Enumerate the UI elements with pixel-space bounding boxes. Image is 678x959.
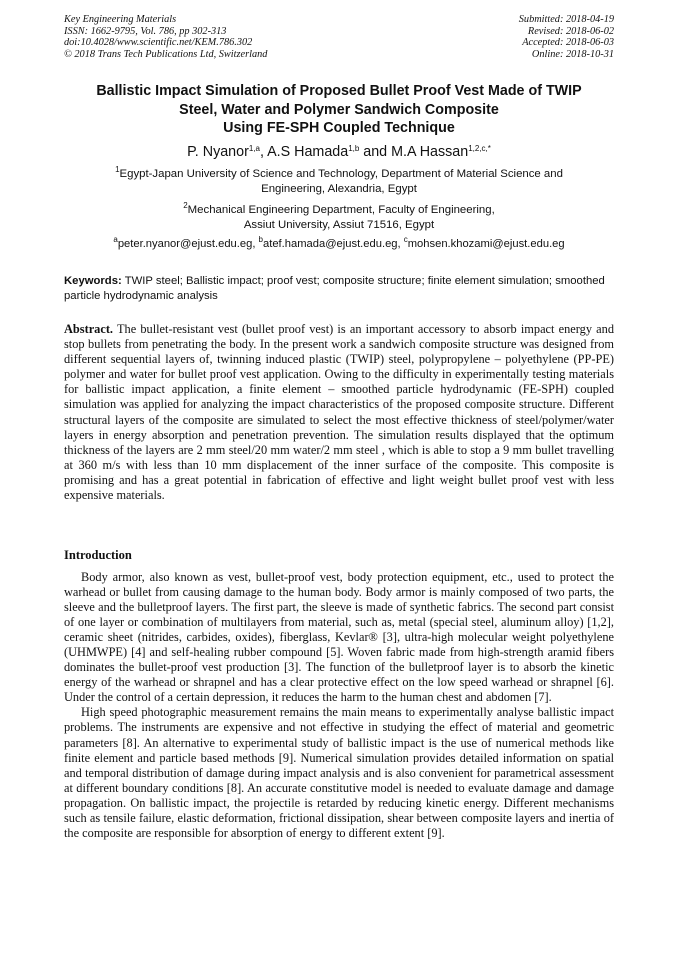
journal-info xyxy=(64,14,267,61)
email-mark: a xyxy=(113,235,118,244)
affiliation-mark: 2 xyxy=(183,201,188,210)
introduction-heading: Introduction xyxy=(64,548,132,562)
keywords-section xyxy=(64,274,614,304)
author-name: A.S Hamada xyxy=(267,144,349,160)
journal-copyright: © 2018 Trans Tech Publications Ltd, Switzerland xyxy=(64,49,268,61)
author-affiliation-mark: 1,a xyxy=(248,144,260,153)
email-link[interactable]: mohsen.khozami@ejust.edu.eg xyxy=(407,238,565,250)
title-line: Ballistic Impact Simulation of Proposed Bullet Proof Vest Made of TWIP xyxy=(96,83,582,99)
accepted-date: Accepted: 2018-06-03 xyxy=(522,37,614,49)
affiliation-text: Egypt-Japan University of Science and Technology, Department of Material Science and xyxy=(119,168,563,180)
email-link[interactable]: peter.nyanor@ejust.edu.eg, xyxy=(117,238,259,250)
author-affiliation-mark: 1,b xyxy=(348,144,360,153)
affiliation-text: Assiut University, Assiut 71516, Egypt xyxy=(243,219,435,232)
keywords-text: TWIP steel; Ballistic impact; proof vest; composite structure; finite element simulation; smoothed particle hydrodynamic analysis xyxy=(64,275,605,302)
keywords-label: Keywords: xyxy=(64,275,122,287)
author-emails xyxy=(60,237,618,252)
introduction-paragraph: Body armor, also known as vest, bullet-proof vest, body protection equipment, etc., used to protect the warhead or bullet from causing damage to the human body. Body armor is mainly composed of two parts, the sleeve and the bulletproof layers. The first part, the sleeve is made of synthetic fabrics. The second part consist of one layer or combination of multilayers from material, such as, metal (special steel, aluminum alloy) [1,2], ceramic sheet (nitrides, carbides, oxides), fiberglass, Kevlar® [3], ultra-high molecular weight polyethylene (UHMWPE) [4] and self-healing rubber compound [5]. Woven fabric made from high-strength aramid fibers dominates the bullet-proof vest production [3]. The function of the bulletproof layer is to absorb the kinetic energy of the warhead or shrapnel and has a clear protective effect on the low speed warhead or shrapnel [6]. Under the control of a certain depression, it reduces the harm to the human chest and abdomen [7]. xyxy=(64,570,614,705)
journal-issn: ISSN: 1662-9795, Vol. 786, pp 302-313 xyxy=(64,25,227,37)
abstract-text: The bullet-resistant vest (bullet proof vest) is an important accessory to absorb impact energy and stop bullets from penetrating the body. In the present work a sandwich composite structure was designed from different sequential layers of, twinning induced plastic (TWIP) steel, polypropylene – polyethylene (PP-PE) polymer and water for bullet proof vest application. Owing to the difficulty in experimentally testing materials for ballistic impact application, a finite element – smoothed particle hydrodynamic (FE-SPH) coupled simulation was applied for analyzing the impact characteristics of the proposed composite structure. Different structural layers of the composite are simulated to select the most effective thickness of steel/polymer/water layers in energy absorption and penetration prevention. The simulation results displayed that the optimum thickness of the layers are 2 mm steel/20 mm water/2 mm steel , which is able to stop a 9 mm bullet travelling at 360 m/s with less than 10 mm displacement of the inner surface of the composite. This composite is promising and has a great potential in fabrication of effective and light weight bullet proof vest with less expensive materials. xyxy=(64,322,614,503)
introduction-body xyxy=(64,570,614,841)
introduction-paragraph: High speed photographic measurement remains the main means to experimentally analyse ballistic impact problems. The instruments are expensive and not effective in studying the effect of material and geometric parameters [8]. An alternative to experimental study of ballistic impact is the use of numerical methods like finite element and particle based methods [9]. Numerical simulation provides detailed information on spatial and temporal distribution of damage during impact analysis and is also convenient for parametrical assessment at different boundary conditions [8]. An accurate constitutive model is needed to evaluate damage and damage propagation. On ballistic impact, the projectile is retarded by reducing kinetic energy. Different mechanisms such as tensile failure, elastic deformation, frictional dissipation, shear between composite layers and inertia of the composite are responsible for absorption of energy to different extent [9]. xyxy=(64,705,614,840)
author-list xyxy=(56,143,622,161)
journal-doi[interactable]: doi:10.4028/www.scientific.net/KEM.786.302 xyxy=(64,37,253,49)
email-mark: b xyxy=(258,235,263,244)
affiliation-2 xyxy=(60,203,618,234)
revised-date: Revised: 2018-06-02 xyxy=(527,25,614,37)
email-mark: c xyxy=(403,235,408,244)
author-name: M.A Hassan xyxy=(391,144,469,160)
journal-name: Key Engineering Materials xyxy=(64,14,177,25)
affiliation-1 xyxy=(60,167,618,198)
affiliation-text: Mechanical Engineering Department, Faculty of Engineering, xyxy=(187,204,495,216)
email-link[interactable]: atef.hamada@ejust.edu.eg, xyxy=(263,238,404,250)
abstract-label: Abstract. xyxy=(64,322,114,336)
title-line: Using FE-SPH Coupled Technique xyxy=(223,120,455,137)
submitted-date: Submitted: 2018-04-19 xyxy=(518,14,614,25)
publication-dates xyxy=(519,14,614,61)
online-date: Online: 2018-10-31 xyxy=(531,49,614,61)
author-affiliation-mark: 1,2,c,* xyxy=(468,144,491,153)
title-line: Steel, Water and Polymer Sandwich Composite xyxy=(179,101,499,118)
paper-title xyxy=(56,82,622,138)
affiliation-mark: 1 xyxy=(115,165,120,174)
affiliation-text: Engineering, Alexandria, Egypt xyxy=(261,183,417,196)
author-separator: and xyxy=(359,144,392,160)
author-name: P. Nyanor xyxy=(187,144,249,160)
author-separator: , xyxy=(259,144,268,160)
abstract-section xyxy=(64,322,614,503)
